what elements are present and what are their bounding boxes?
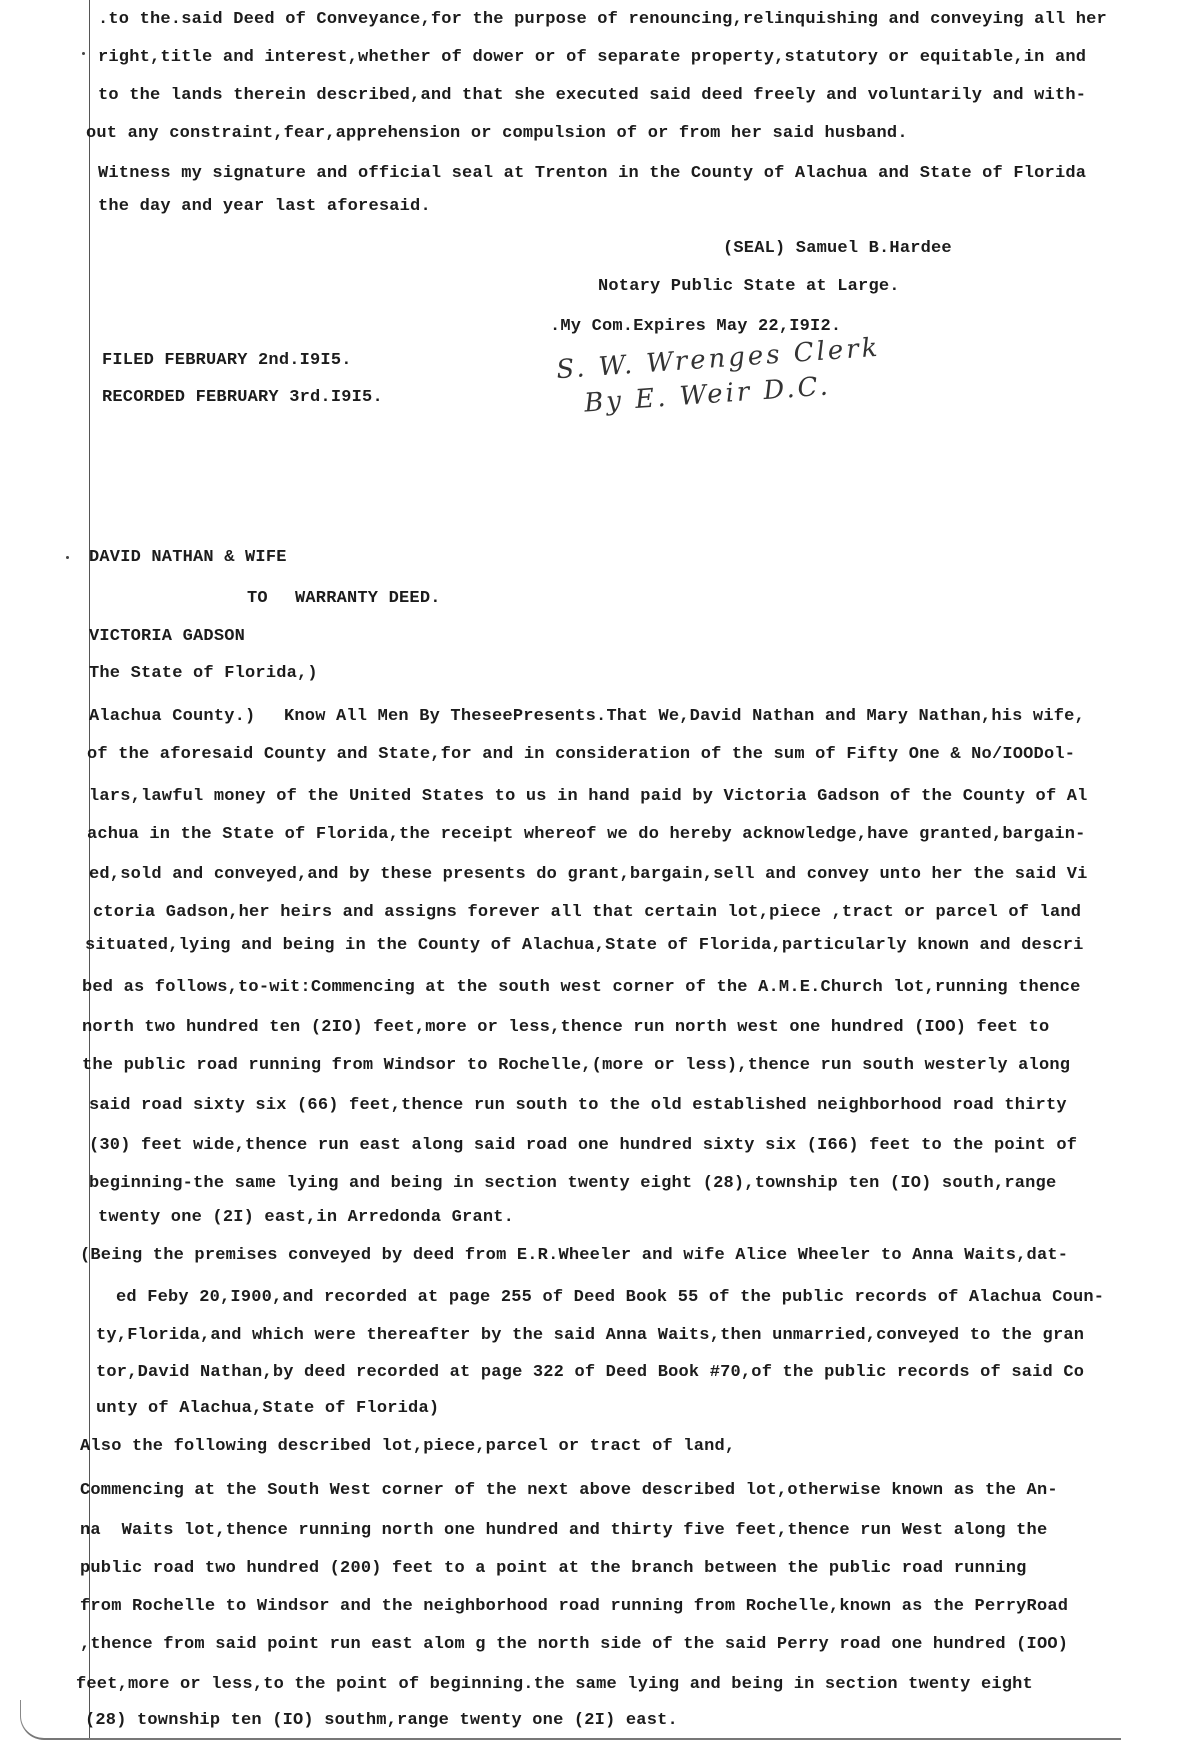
deed-county: Alachua County.)	[89, 707, 256, 726]
deed-line: tor,David Nathan,by deed recorded at page 322 of Deed Book #70,of the public records of said Co	[96, 1363, 1085, 1382]
deed-line: achua in the State of Florida,the receipt whereof we do hereby acknowledge,have granted,bargain-	[87, 825, 1086, 844]
ack-line: right,title and interest,whether of dower or of separate property,statutory or equitable,in and	[98, 48, 1087, 67]
deed-line: from Rochelle to Windsor and the neighborhood road running from Rochelle,known as the PerryRoad	[80, 1597, 1069, 1616]
deed-line: ed,sold and conveyed,and by these presents do grant,bargain,sell and convey unto her the said Vi	[89, 865, 1088, 884]
deed-line: bed as follows,to-wit:Commencing at the south west corner of the A.M.E.Church lot,running thence	[82, 978, 1081, 997]
deed-line: ed Feby 20,I900,and recorded at page 255 of Deed Book 55 of the public records of Alachua Coun-	[116, 1288, 1105, 1307]
deed-line: ctoria Gadson,her heirs and assigns forever all that certain lot,piece ,tract or parcel of land	[93, 903, 1082, 922]
deed-line: (28) township ten (IO) southm,range twenty one (2I) east.	[85, 1711, 678, 1730]
deed-line: north two hundred ten (2IO) feet,more or less,thence run north west one hundred (IOO) feet to	[82, 1018, 1050, 1037]
ack-line: the day and year last aforesaid.	[98, 197, 431, 216]
speck	[66, 556, 69, 559]
ack-line: out any constraint,fear,apprehension or compulsion of or from her said husband.	[86, 124, 908, 143]
ack-line: to the lands therein described,and that she executed said deed freely and voluntarily and with-	[98, 86, 1087, 105]
notary-seal-name: (SEAL) Samuel B.Hardee	[723, 239, 952, 258]
commission-expiry: .My Com.Expires May 22,I9I2.	[550, 317, 842, 336]
deed-line: na Waits lot,thence running north one hundred and thirty five feet,thence run West along the	[80, 1521, 1048, 1540]
deed-grantor: DAVID NATHAN & WIFE	[89, 548, 287, 567]
deed-line: twenty one (2I) east,in Arredonda Grant.	[98, 1208, 515, 1227]
deed-opening: Know All Men By TheseePresents.That We,David Nathan and Mary Nathan,his wife,	[284, 707, 1085, 726]
deed-state: The State of Florida,)	[89, 664, 318, 683]
filed-date: FILED FEBRUARY 2nd.I9I5.	[102, 351, 352, 370]
deed-to: TO	[247, 589, 268, 608]
deed-line: lars,lawful money of the United States to us in hand paid by Victoria Gadson of the County of Al	[89, 787, 1088, 806]
deed-line: ,thence from said point run east alom g the north side of the said Perry road one hundred (IOO)	[80, 1635, 1069, 1654]
deed-line: (Being the premises conveyed by deed from E.R.Wheeler and wife Alice Wheeler to Anna Waits,dat-	[80, 1246, 1069, 1265]
deed-line: situated,lying and being in the County of Alachua,State of Florida,particularly known and descri	[85, 936, 1084, 955]
deed-type: WARRANTY DEED.	[295, 589, 441, 608]
ack-line: Witness my signature and official seal at Trenton in the County of Alachua and State of Florida	[98, 164, 1087, 183]
notary-title: Notary Public State at Large.	[598, 277, 900, 296]
deed-line: Commencing at the South West corner of the next above described lot,otherwise known as the An-	[80, 1481, 1058, 1500]
deed-line: ty,Florida,and which were thereafter by the said Anna Waits,then unmarried,conveyed to the gran	[96, 1326, 1085, 1345]
deed-line: said road sixty six (66) feet,thence run south to the old established neighborhood road thirty	[89, 1096, 1067, 1115]
speck	[82, 52, 85, 55]
deed-line: public road two hundred (200) feet to a point at the branch between the public road running	[80, 1559, 1027, 1578]
deed-line: beginning-the same lying and being in section twenty eight (28),township ten (IO) south,range	[89, 1174, 1057, 1193]
deed-line: the public road running from Windsor to Rochelle,(more or less),thence run south westerly along	[82, 1056, 1071, 1075]
clerk-signature: S. W. Wrenges Clerk	[555, 332, 882, 386]
ack-line: .to the.said Deed of Conveyance,for the purpose of renouncing,relinquishing and conveying all her	[98, 10, 1107, 29]
deed-grantee: VICTORIA GADSON	[89, 627, 246, 646]
deed-line: of the aforesaid County and State,for and in consideration of the sum of Fifty One & No/IOODol-	[87, 745, 1076, 764]
deed-line: Also the following described lot,piece,parcel or tract of land,	[80, 1437, 736, 1456]
deed-line: (30) feet wide,thence run east along said road one hundred sixty six (I66) feet to the point of	[89, 1136, 1078, 1155]
deed-line: unty of Alachua,State of Florida)	[96, 1399, 440, 1418]
deed-line: feet,more or less,to the point of beginning.the same lying and being in section twenty eight	[76, 1675, 1033, 1694]
deputy-signature: By E. Weir D.C.	[583, 371, 832, 419]
recorded-date: RECORDED FEBRUARY 3rd.I9I5.	[102, 388, 383, 407]
